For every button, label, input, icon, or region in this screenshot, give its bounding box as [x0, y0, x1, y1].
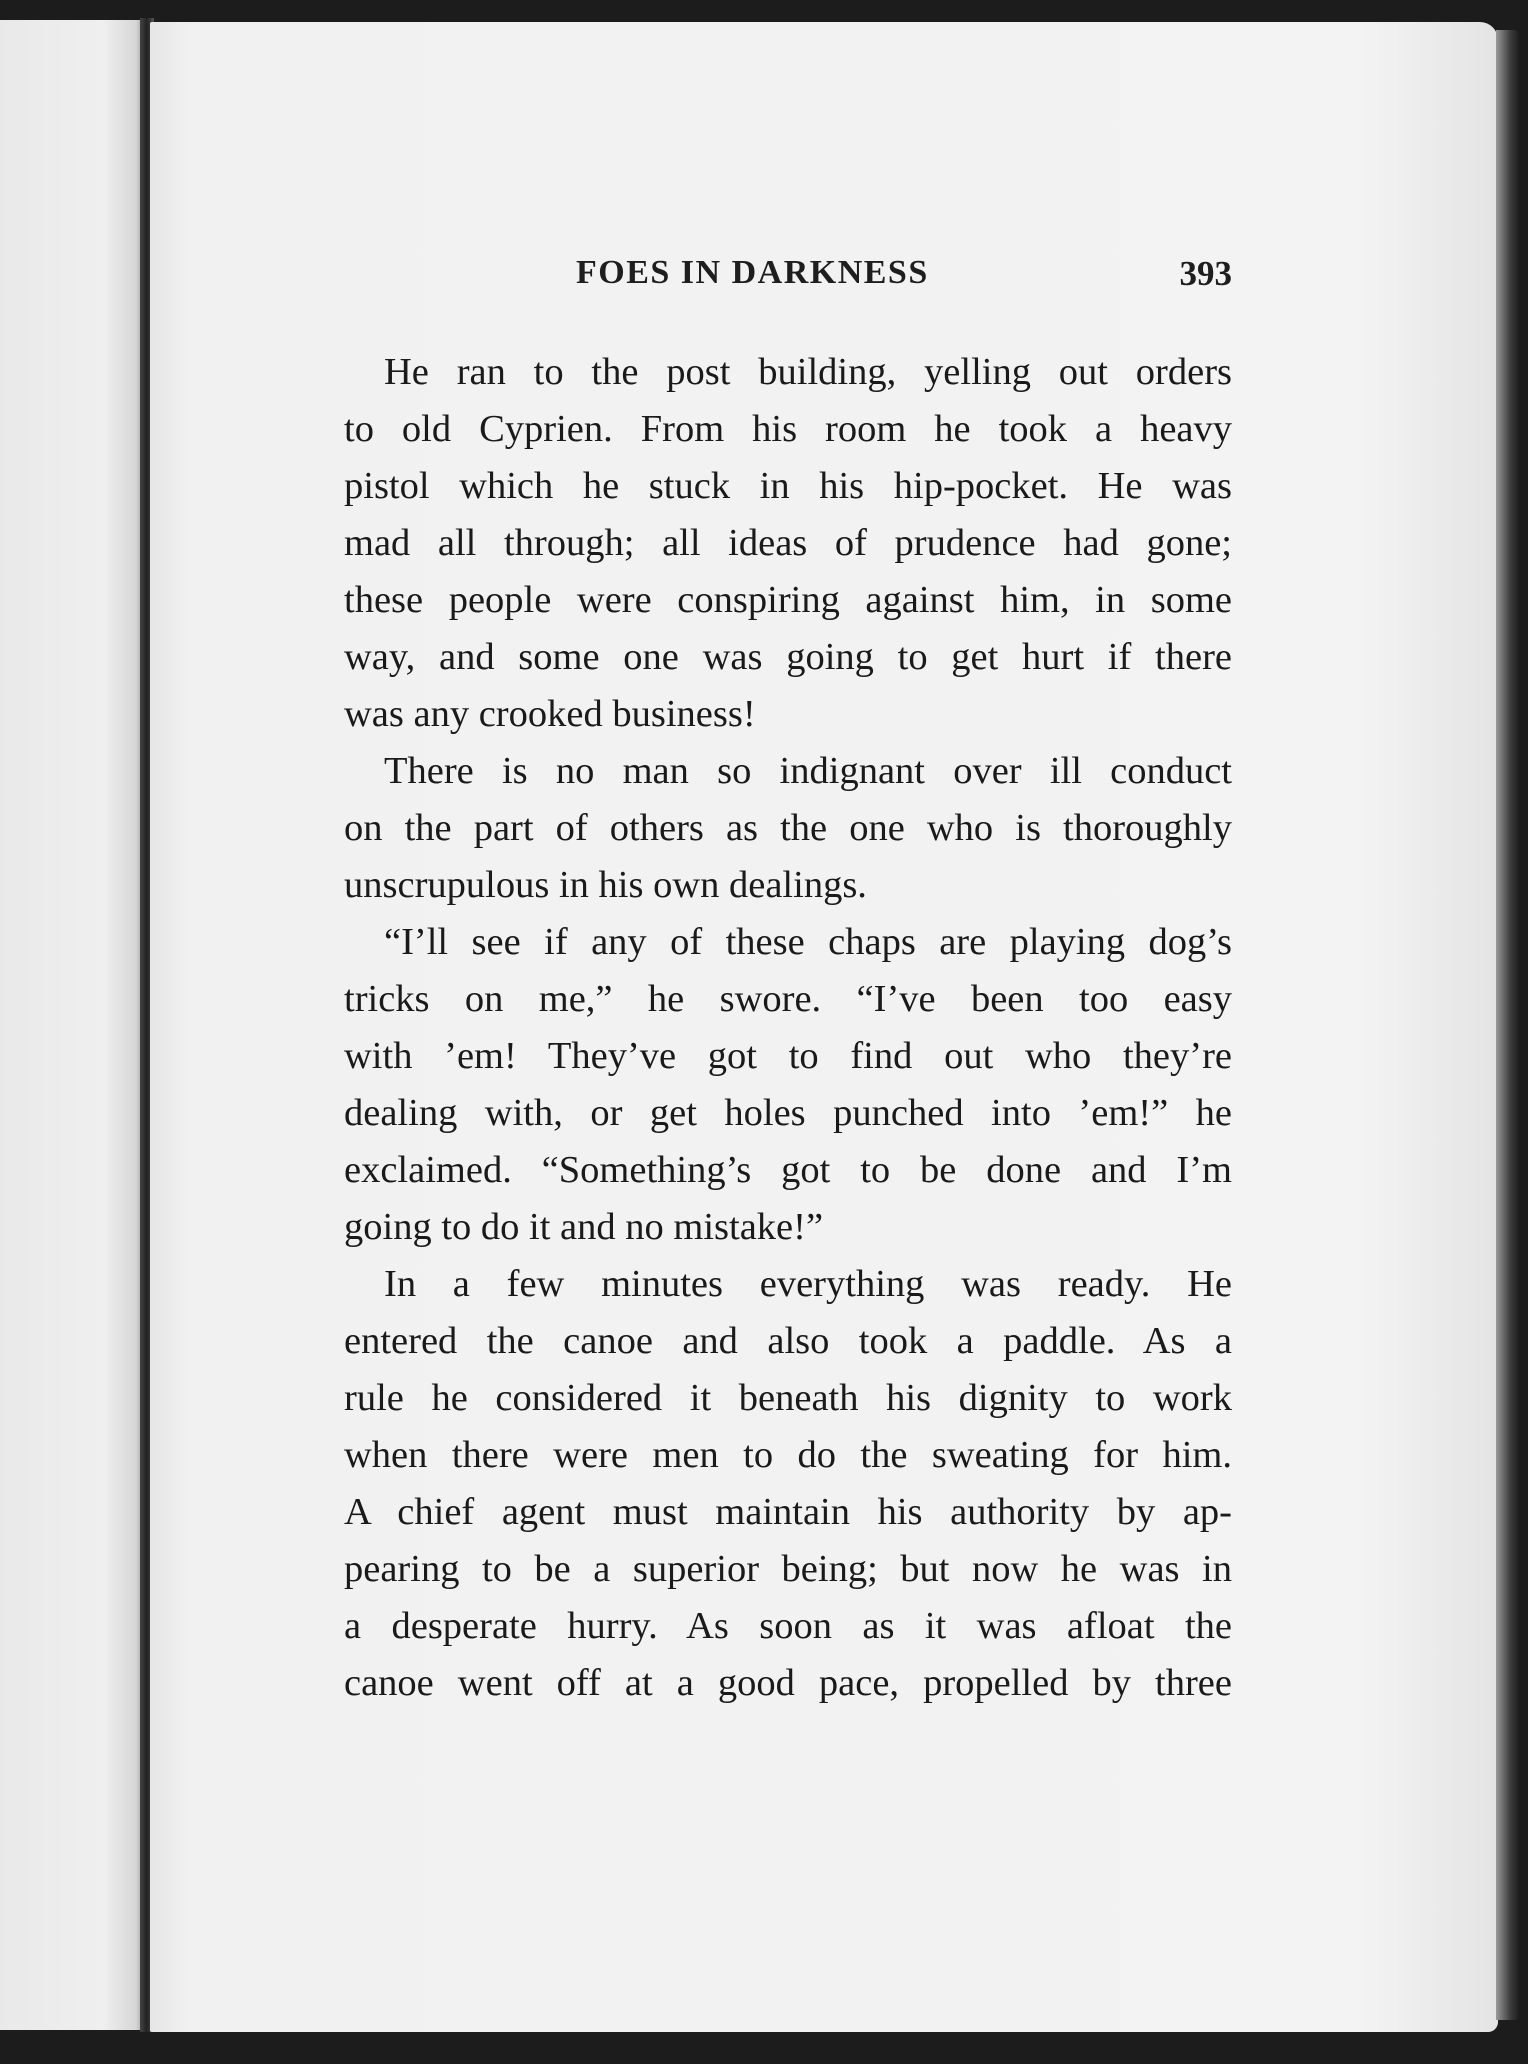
- paragraph: [344, 344, 1232, 743]
- text-line: He ran to the post building, yelling out orders: [384, 351, 1232, 393]
- text-line: way, and some one was going to get hurt if there: [344, 636, 1232, 678]
- text-line: these people were conspiring against him, in some: [344, 579, 1232, 621]
- text-line: with ’em! They’ve got to find out who they’re: [344, 1035, 1232, 1077]
- page-stack-edge: [1496, 30, 1520, 2020]
- text-line: pearing to be a superior being; but now he was in: [344, 1548, 1232, 1590]
- body-text: [344, 344, 1232, 1712]
- text-line: entered the canoe and also took a paddle. As a: [344, 1320, 1232, 1362]
- paragraph: [344, 1256, 1232, 1712]
- text-line: when there were men to do the sweating for him.: [344, 1434, 1232, 1476]
- text-line: tricks on me,” he swore. “I’ve been too easy: [344, 978, 1232, 1020]
- text-line: a desperate hurry. As soon as it was afloat the: [344, 1605, 1232, 1647]
- text-line: exclaimed. “Something’s got to be done and I’m: [344, 1149, 1232, 1191]
- text-line: going to do it and no mistake!”: [344, 1206, 824, 1248]
- running-title: FOES IN DARKNESS: [576, 254, 929, 291]
- text-line: rule he considered it beneath his dignity to work: [344, 1377, 1232, 1419]
- text-line: There is no man so indignant over ill conduct: [384, 750, 1232, 792]
- running-head: [344, 254, 1232, 314]
- text-line: unscrupulous in his own dealings.: [344, 864, 867, 906]
- text-line: to old Cyprien. From his room he took a heavy: [344, 408, 1232, 450]
- page-number: 393: [1179, 254, 1232, 293]
- text-line: In a few minutes everything was ready. He: [384, 1263, 1232, 1305]
- text-line: dealing with, or get holes punched into ’em!” he: [344, 1092, 1232, 1134]
- text-line: mad all through; all ideas of prudence had gone;: [344, 522, 1232, 564]
- text-line: pistol which he stuck in his hip-pocket. He was: [344, 465, 1232, 507]
- paragraph: [344, 914, 1232, 1256]
- facing-page-edge: [0, 20, 148, 2030]
- text-line: “I’ll see if any of these chaps are playing dog’s: [384, 921, 1232, 963]
- text-line: was any crooked business!: [344, 693, 756, 735]
- paragraph: [344, 743, 1232, 914]
- text-line: canoe went off at a good pace, propelled by three: [344, 1662, 1232, 1704]
- text-line: on the part of others as the one who is thoroughly: [344, 807, 1232, 849]
- text-line: A chief agent must maintain his authority by ap-: [344, 1491, 1232, 1533]
